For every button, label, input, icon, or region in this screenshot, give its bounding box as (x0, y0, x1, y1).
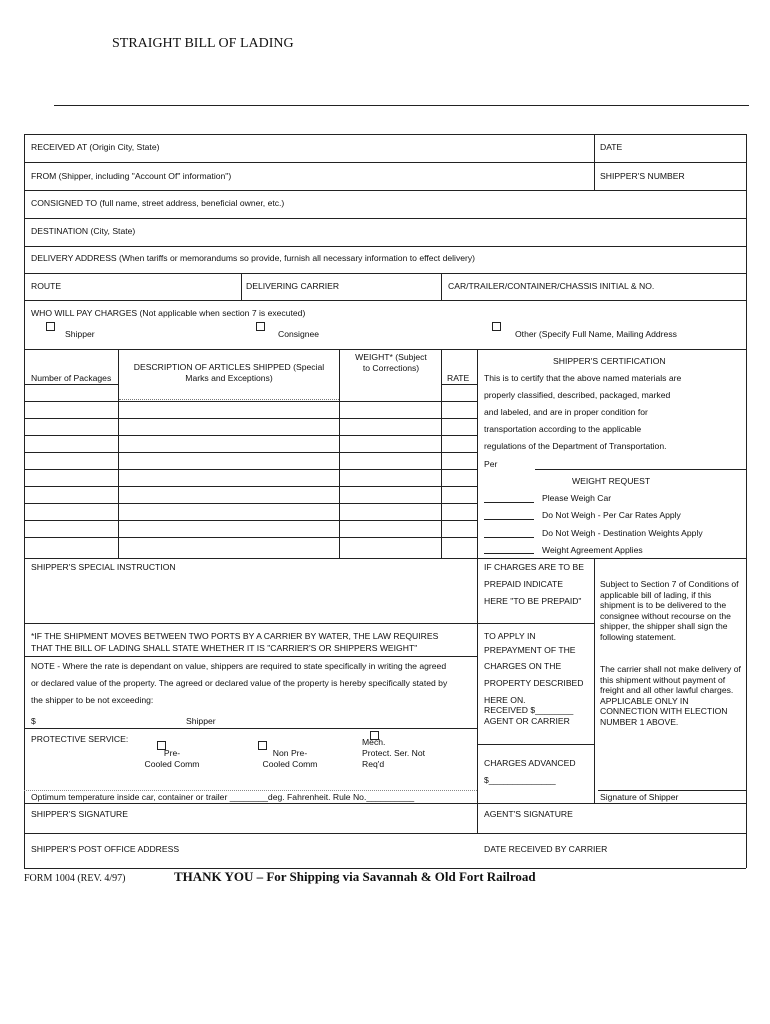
delivery-address-field[interactable]: DELIVERY ADDRESS (When tariffs or memorandums so provide, furnish all necessary information to effect delivery) (31, 253, 476, 263)
col-line (241, 273, 242, 300)
col-line (441, 273, 442, 300)
pay-shipper-label: Shipper (65, 329, 95, 339)
table-row (24, 384, 25, 385)
protective-service-label: PROTECTIVE SERVICE: (31, 734, 129, 744)
table-row (24, 520, 477, 521)
post-office-field[interactable]: SHIPPER'S POST OFFICE ADDRESS (31, 844, 180, 854)
row-line (24, 162, 746, 163)
pre-cooled-label: Pre- Cooled Comm (144, 748, 200, 769)
shippers-signature-field[interactable]: SHIPPER'S SIGNATURE (31, 809, 128, 819)
row-line (24, 623, 477, 624)
form-title: STRAIGHT BILL OF LADING (112, 36, 294, 51)
value-note: NOTE - Where the rate is dependant on value, shippers are required to state specifically in writing the agreed (31, 661, 447, 671)
table-row (24, 503, 477, 504)
certification-line: and labeled, and are in proper condition for (484, 407, 648, 417)
form-number: FORM 1004 (REV. 4/97) (24, 873, 126, 884)
row-line (477, 744, 594, 745)
row-line (24, 218, 746, 219)
row-line (24, 190, 746, 191)
col-line (594, 134, 595, 190)
col-line (441, 349, 442, 558)
charges-advanced-label: CHARGES ADVANCED (484, 758, 576, 768)
value-note: the shipper to be not exceeding: (31, 695, 154, 705)
received-amount-field[interactable]: RECEIVED $________ (484, 705, 574, 715)
consigned-to-field[interactable]: CONSIGNED TO (full name, street address, beneficial owner, etc.) (31, 198, 285, 208)
certification-line: properly classified, described, packaged, marked (484, 390, 671, 400)
weight-request-title: WEIGHT REQUEST (572, 476, 651, 486)
pay-consignee-checkbox[interactable] (256, 322, 265, 331)
prepaid-text: IF CHARGES ARE TO BE (484, 562, 584, 572)
frame-left (24, 134, 25, 868)
declared-value-shipper: Shipper (186, 716, 216, 726)
delivering-carrier-field[interactable]: DELIVERING CARRIER (246, 281, 340, 291)
table-row (24, 384, 119, 385)
apply-in-text: TO APPLY IN (484, 631, 536, 641)
apply-in-text: PREPAYMENT OF THE (484, 645, 576, 655)
per-label: Per (484, 459, 498, 469)
weigh-option: Do Not Weigh - Destination Weights Apply (542, 528, 703, 538)
certification-line: transportation according to the applicable (484, 424, 642, 434)
apply-in-text: HERE ON. (484, 695, 526, 705)
table-row (24, 537, 477, 538)
table-row (24, 401, 477, 402)
date-received-field[interactable]: DATE RECEIVED BY CARRIER (484, 844, 608, 854)
prepaid-text: HERE "TO BE PREPAID" (484, 596, 582, 606)
row-line (24, 833, 746, 834)
apply-in-text: CHARGES ON THE (484, 661, 562, 671)
thank-you-text: THANK YOU – For Shipping via Savannah & Old Fort Railroad (174, 869, 536, 884)
from-field[interactable]: FROM (Shipper, including "Account Of" information") (31, 171, 232, 181)
section7-text: Subject to Section 7 of Conditions of applicable bill of lading, if this shipment is to be delivered to the consignee without recourse on the shipper, the shipper shall sign the following statement. (600, 579, 739, 642)
col-line (477, 349, 478, 833)
col-line (594, 558, 595, 803)
row-line (24, 656, 477, 657)
certification-title: SHIPPER'S CERTIFICATION (553, 356, 666, 366)
pay-other-label: Other (Specify Full Name, Mailing Address (515, 329, 677, 339)
signature-of-shipper-label: Signature of Shipper (600, 792, 679, 802)
col-line (339, 349, 340, 558)
row-line (24, 803, 746, 804)
row-line (477, 623, 594, 624)
non-pre-cooled-label: Non Pre- Cooled Comm (262, 748, 318, 769)
weigh-option: Weight Agreement Applies (542, 545, 643, 555)
weigh-option-blank[interactable] (484, 553, 534, 554)
frame-top (24, 134, 746, 135)
temp-line (24, 790, 477, 791)
special-instruction-field[interactable]: SHIPPER'S SPECIAL INSTRUCTION (31, 562, 176, 572)
description-dotted-line (119, 399, 339, 400)
carrier-statement-text: The carrier shall not make delivery of this shipment without payment of freight and all other lawful charges. APPLICABLE ONLY IN CONNECTION WITH ELECTION NUMBER 1 ABOVE. (600, 664, 741, 727)
row-line (24, 349, 746, 350)
num-packages-header: Number of Packages (31, 373, 112, 383)
row-line (24, 246, 746, 247)
table-row (24, 469, 477, 470)
weigh-option: Do Not Weigh - Per Car Rates Apply (542, 510, 681, 520)
received-at-field[interactable]: RECEIVED AT (Origin City, State) (31, 142, 160, 152)
prepaid-text: PREPAID INDICATE (484, 579, 563, 589)
pay-shipper-checkbox[interactable] (46, 322, 55, 331)
frame-right (746, 134, 747, 868)
rate-header-line (441, 384, 477, 385)
charges-advanced-field[interactable]: $______________ (484, 775, 556, 785)
weigh-option-blank[interactable] (484, 537, 534, 538)
certification-line: regulations of the Department of Transportation. (484, 441, 667, 451)
weigh-option-blank[interactable] (484, 519, 534, 520)
table-row (24, 452, 477, 453)
shippers-number-field[interactable]: SHIPPER'S NUMBER (600, 171, 685, 181)
apply-in-text: PROPERTY DESCRIBED (484, 678, 584, 688)
col-line (118, 349, 119, 558)
table-row (24, 486, 477, 487)
table-row (24, 435, 477, 436)
pay-consignee-label: Consignee (278, 329, 320, 339)
pay-other-checkbox[interactable] (492, 322, 501, 331)
per-signature-line[interactable] (535, 469, 746, 470)
car-trailer-field[interactable]: CAR/TRAILER/CONTAINER/CHASSIS INITIAL & NO. (448, 281, 655, 291)
row-line (24, 273, 746, 274)
destination-field[interactable]: DESTINATION (City, State) (31, 226, 136, 236)
row-line (24, 300, 746, 301)
route-field[interactable]: ROUTE (31, 281, 62, 291)
water-notice: *IF THE SHIPMENT MOVES BETWEEN TWO PORTS BY A CARRIER BY WATER, THE LAW REQUIRES (31, 631, 439, 641)
certification-line: This is to certify that the above named materials are (484, 373, 682, 383)
weigh-option-blank[interactable] (484, 502, 534, 503)
weight-header: WEIGHT* (Subject to Corrections) (355, 352, 427, 373)
water-notice: THAT THE BILL OF LADING SHALL STATE WHETHER IT IS "CARRIER'S OR SHIPPERS WEIGHT" (31, 643, 418, 653)
title-underline (54, 105, 749, 106)
agents-signature-field[interactable]: AGENT'S SIGNATURE (484, 809, 573, 819)
shipper-signature-line[interactable] (598, 790, 746, 791)
mech-protect-label: Mech. Protect. Ser. Not Req'd (362, 737, 426, 769)
description-header: DESCRIPTION OF ARTICLES SHIPPED (Special Marks and Exceptions) (133, 362, 325, 383)
row-line (24, 558, 746, 559)
weigh-option: Please Weigh Car (542, 493, 612, 503)
optimum-temp-field[interactable]: Optimum temperature inside car, container or trailer ________deg. Fahrenheit. Rule No.__________ (31, 792, 415, 802)
value-note: or declared value of the property. The agreed or declared value of the property is hereby specifically stated by (31, 678, 448, 688)
who-will-pay-label: WHO WILL PAY CHARGES (Not applicable when section 7 is executed) (31, 308, 306, 318)
date-field[interactable]: DATE (600, 142, 623, 152)
row-line (24, 728, 477, 729)
rate-header: RATE (447, 373, 470, 383)
declared-value-dollar[interactable]: $ (31, 716, 36, 726)
table-row (24, 418, 477, 419)
agent-or-carrier-label: AGENT OR CARRIER (484, 716, 570, 726)
